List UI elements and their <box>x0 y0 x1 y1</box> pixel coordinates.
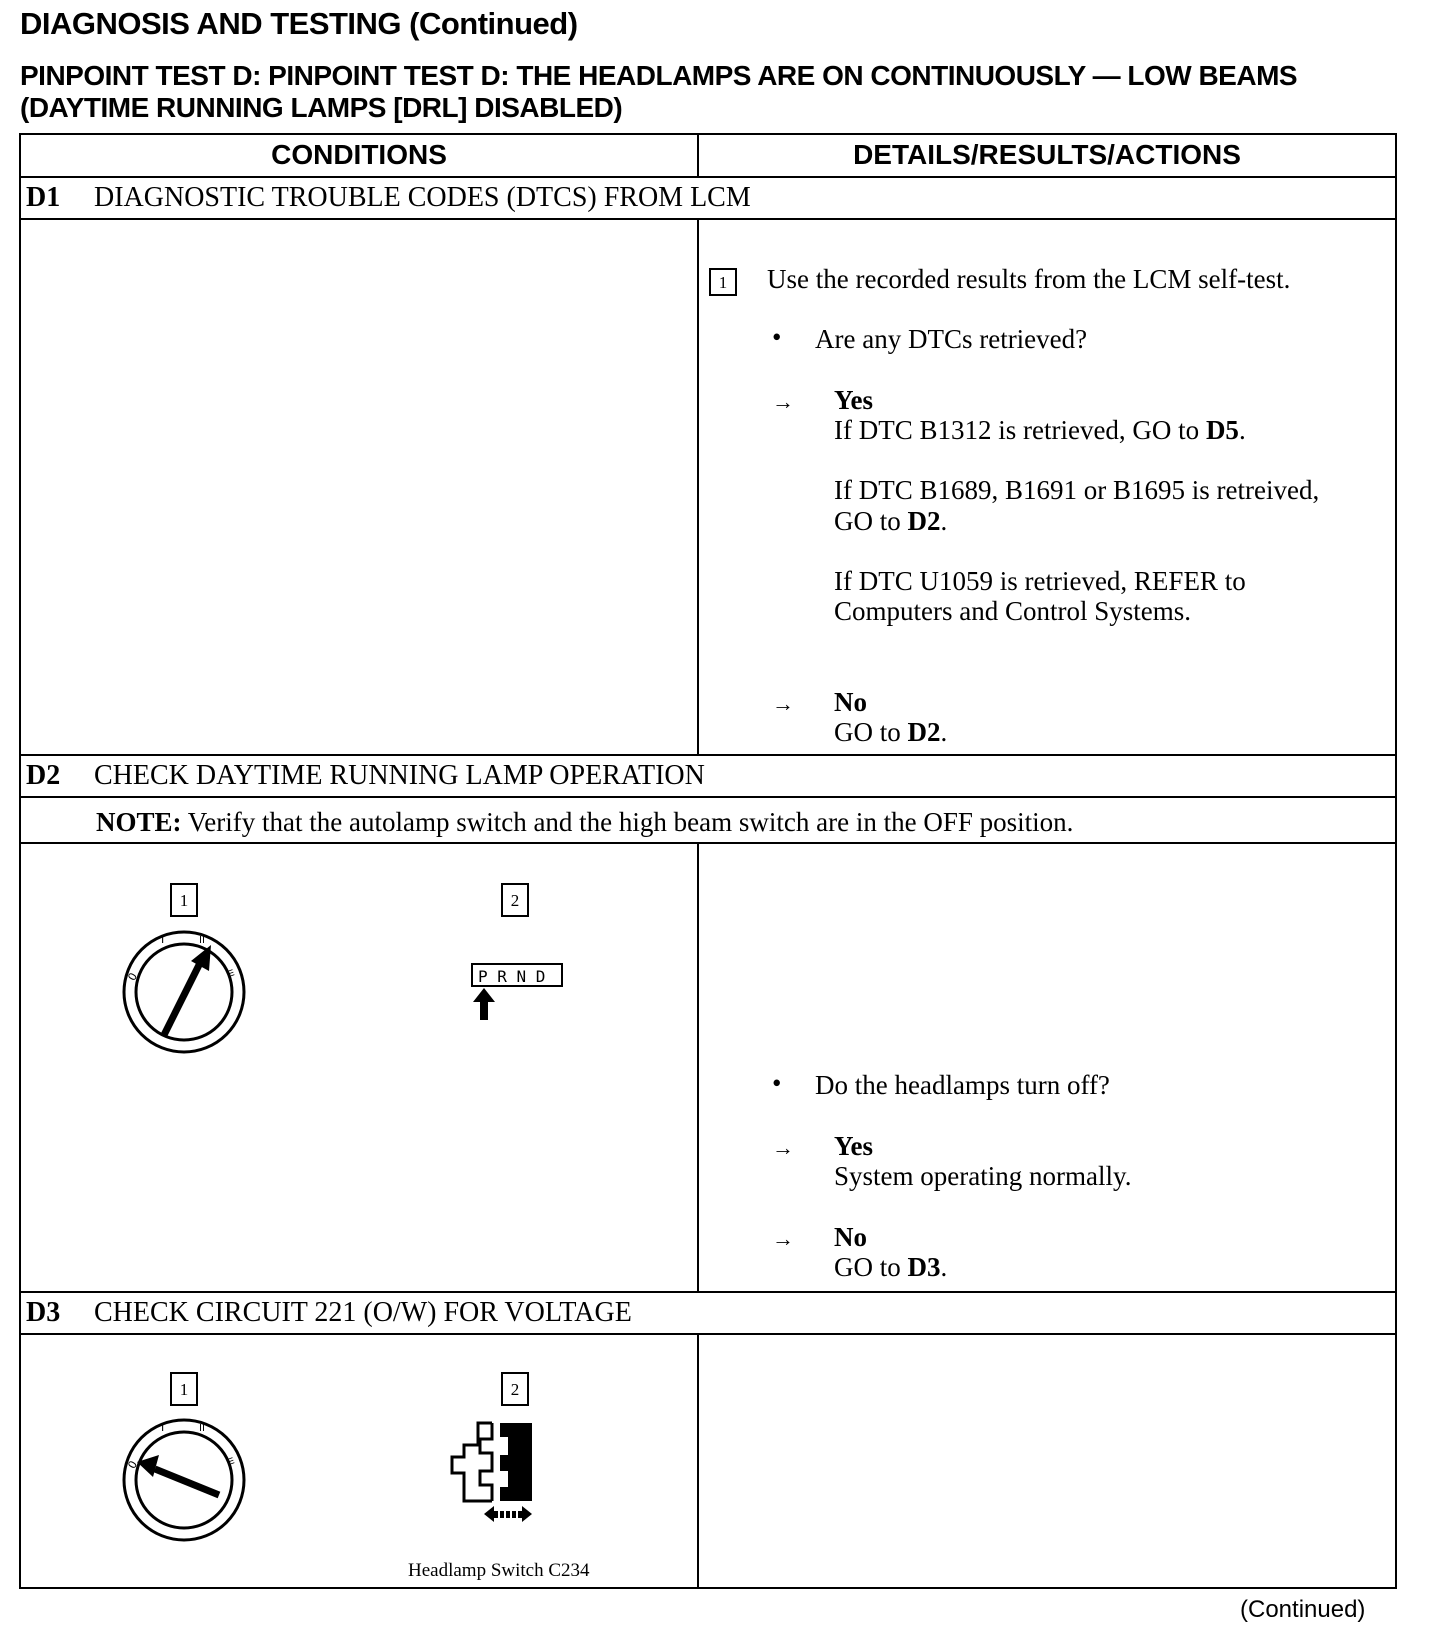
ignition-label: 0 <box>125 1458 141 1472</box>
rule <box>19 176 1397 178</box>
note <box>96 807 1073 838</box>
column-divider <box>697 842 699 1292</box>
text: GO to <box>834 717 908 747</box>
d1-yes-line3b: Computers and Control Systems. <box>834 596 1191 626</box>
rule <box>19 1291 1397 1293</box>
ignition-label: I <box>161 1421 165 1434</box>
rule <box>19 218 1397 220</box>
figure-caption: Headlamp Switch C234 <box>408 1560 590 1581</box>
step-code: D2 <box>26 760 61 791</box>
rule <box>19 796 1397 798</box>
rule <box>19 842 1397 844</box>
ignition-switch-off-icon <box>119 1415 249 1545</box>
text: GO to <box>834 506 908 536</box>
d2-no-label: No <box>834 1222 867 1252</box>
prnd-label: P R N D <box>478 967 546 986</box>
d1-no-action <box>834 717 947 748</box>
step-title: CHECK CIRCUIT 221 (O/W) FOR VOLTAGE <box>94 1297 632 1328</box>
continued-label: (Continued) <box>1240 1596 1366 1623</box>
step-d2-header <box>26 760 705 792</box>
ignition-switch-run-icon <box>119 927 249 1057</box>
d1-yes-label: Yes <box>834 385 873 415</box>
arrow-right-icon: → <box>772 1135 794 1160</box>
gear-selector-park-icon <box>470 962 566 1032</box>
arrow-right-icon: → <box>772 1226 794 1251</box>
text: If DTC B1312 is retrieved, GO to <box>834 415 1206 445</box>
note-text: Verify that the autolamp switch and the high beam switch are in the OFF position. <box>181 807 1074 837</box>
page-title: DIAGNOSIS AND TESTING (Continued) <box>20 6 578 41</box>
figure-number-box: 1 <box>170 883 198 917</box>
period: . <box>940 1252 948 1282</box>
d1-yes-line2a: If DTC B1689, B1691 or B1695 is retreived, <box>834 475 1320 505</box>
bullet-icon: • <box>772 1068 782 1098</box>
conditions-header: CONDITIONS <box>271 139 447 170</box>
step-ref: D2 <box>907 717 941 747</box>
d2-question: Do the headlamps turn off? <box>815 1070 1110 1100</box>
d1-yes-line2b <box>834 506 947 537</box>
ignition-label: I <box>161 933 165 946</box>
d1-yes-line3a: If DTC U1059 is retrieved, REFER to <box>834 566 1246 596</box>
d1-no-label: No <box>834 687 867 717</box>
d2-yes-text: System operating normally. <box>834 1161 1132 1191</box>
ignition-label: II <box>199 1423 205 1434</box>
period: . <box>1238 415 1246 445</box>
step-ref: D5 <box>1205 415 1239 445</box>
d2-no-action <box>834 1252 947 1283</box>
ignition-label: III <box>223 968 236 980</box>
headlamp-switch-connector-icon <box>450 1415 580 1525</box>
column-divider <box>697 1333 699 1589</box>
bullet-icon: • <box>772 322 782 352</box>
step-ref: D3 <box>907 1252 941 1282</box>
step-number-box: 1 <box>709 268 737 296</box>
arrow-right-icon: → <box>772 389 794 414</box>
d1-question: Are any DTCs retrieved? <box>815 324 1088 354</box>
step-title: CHECK DAYTIME RUNNING LAMP OPERATION <box>94 760 705 791</box>
d2-yes-label: Yes <box>834 1131 873 1161</box>
step-title: DIAGNOSTIC TROUBLE CODES (DTCS) FROM LCM <box>94 182 751 213</box>
d1-instruction: Use the recorded results from the LCM self-test. <box>767 264 1291 294</box>
step-d3-header <box>26 1297 632 1329</box>
ignition-label: III <box>223 1456 236 1468</box>
step-ref: D2 <box>907 506 941 536</box>
step-d1-header <box>26 182 751 214</box>
arrow-right-icon: → <box>772 691 794 716</box>
figure-number-box: 1 <box>170 1372 198 1406</box>
column-divider <box>697 218 699 755</box>
rule <box>19 1333 1397 1335</box>
step-code: D3 <box>26 1297 61 1328</box>
note-label: NOTE: <box>96 807 182 837</box>
rule <box>19 754 1397 756</box>
period: . <box>940 506 948 536</box>
ignition-label: II <box>199 935 205 946</box>
step-code: D1 <box>26 182 61 213</box>
text: GO to <box>834 1252 908 1282</box>
test-table <box>19 133 1397 1589</box>
test-title: PINPOINT TEST D: PINPOINT TEST D: THE HEADLAMPS ARE ON CONTINUOUSLY — LOW BEAMS (DAYTIME RUNNING LAMPS [DRL] DISABLED) <box>20 60 1298 123</box>
ignition-label: 0 <box>125 970 141 984</box>
figure-number-box: 2 <box>501 1372 529 1406</box>
d1-yes-line1 <box>834 415 1246 446</box>
figure-number-box: 2 <box>501 883 529 917</box>
details-header: DETAILS/RESULTS/ACTIONS <box>853 139 1241 170</box>
period: . <box>940 717 948 747</box>
